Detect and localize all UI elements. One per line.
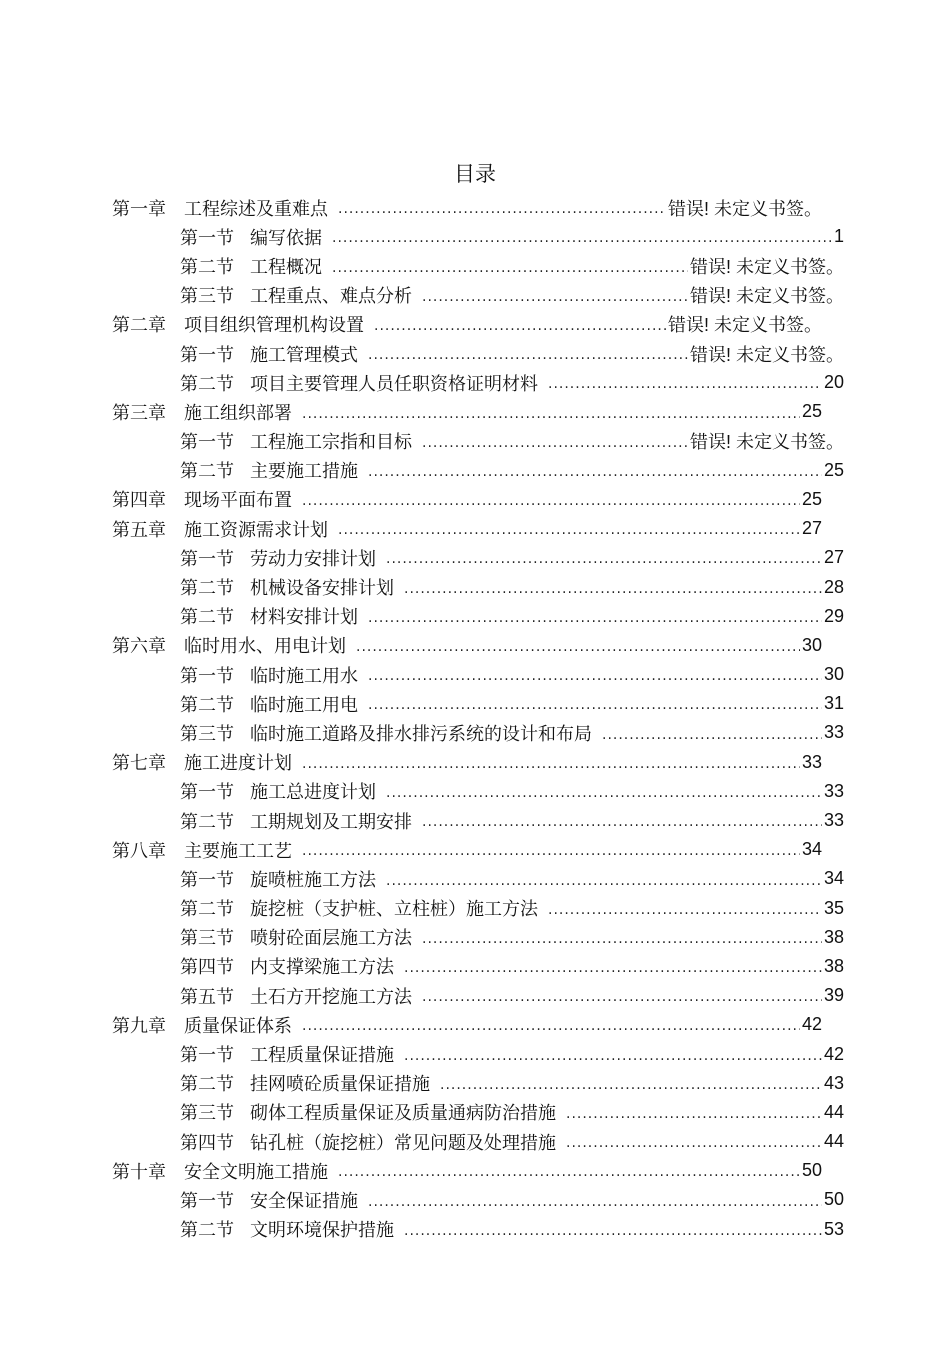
toc-dot-leader bbox=[548, 901, 822, 923]
toc-entry-page: 44 bbox=[823, 1131, 844, 1152]
toc-entry-page: 31 bbox=[823, 693, 844, 714]
toc-section-entry[interactable] bbox=[0, 718, 844, 747]
toc-entry-number: 第八章 bbox=[112, 840, 166, 862]
toc-entry-page: 1 bbox=[833, 226, 844, 247]
toc-entry-number: 第一节 bbox=[180, 869, 234, 891]
toc-chapter-entry[interactable] bbox=[0, 631, 822, 660]
toc-entry-number: 第二节 bbox=[180, 694, 234, 716]
toc-entry-page: 错误! 未定义书签。 bbox=[689, 256, 844, 277]
toc-entry-number: 第一节 bbox=[180, 1045, 234, 1067]
toc-entry-page: 39 bbox=[823, 985, 844, 1006]
toc-entry-number: 第四节 bbox=[180, 1132, 234, 1154]
toc-entry-page: 34 bbox=[801, 839, 822, 860]
toc-dot-leader bbox=[368, 696, 822, 718]
toc-entry-page: 25 bbox=[801, 488, 822, 509]
toc-entry-title: 主要施工措施 bbox=[250, 461, 358, 483]
toc-entry-number: 第二节 bbox=[180, 256, 234, 278]
toc-entry-number: 第十章 bbox=[112, 1161, 166, 1183]
toc-section-entry[interactable] bbox=[0, 281, 844, 310]
toc-entry-number: 第一节 bbox=[180, 665, 234, 687]
toc-entry-page: 34 bbox=[823, 868, 844, 889]
toc-dot-leader bbox=[566, 1105, 822, 1127]
toc-entry-number: 第二节 bbox=[180, 811, 234, 833]
toc-section-entry[interactable] bbox=[0, 339, 844, 368]
toc-entry-number: 第四章 bbox=[112, 490, 166, 512]
toc-entry-number: 第三节 bbox=[180, 928, 234, 950]
toc-chapter-entry[interactable] bbox=[0, 485, 822, 514]
toc-entry-title: 施工管理模式 bbox=[250, 344, 358, 366]
toc-entry-title: 土石方开挖施工方法 bbox=[250, 986, 412, 1008]
toc-entry-number: 第一节 bbox=[180, 227, 234, 249]
toc-entry-page: 30 bbox=[801, 634, 822, 655]
toc-entry-number: 第一节 bbox=[180, 548, 234, 570]
toc-chapter-entry[interactable] bbox=[0, 397, 822, 426]
toc-section-entry[interactable] bbox=[0, 952, 844, 981]
toc-dot-leader bbox=[368, 463, 822, 485]
toc-entry-title: 劳动力安排计划 bbox=[250, 548, 376, 570]
toc-entry-number: 第六章 bbox=[112, 636, 166, 658]
toc-dot-leader bbox=[602, 726, 822, 748]
toc-entry-number: 第三章 bbox=[112, 402, 166, 424]
toc-section-entry[interactable] bbox=[0, 806, 844, 835]
toc-entry-page: 27 bbox=[823, 547, 844, 568]
toc-section-entry[interactable] bbox=[0, 660, 844, 689]
toc-entry-title: 施工组织部署 bbox=[184, 402, 292, 424]
toc-entry-number: 第二节 bbox=[180, 1220, 234, 1242]
toc-entry-title: 项目组织管理机构设置 bbox=[184, 315, 364, 337]
toc-entry-number: 第三节 bbox=[180, 723, 234, 745]
toc-section-entry[interactable] bbox=[0, 572, 844, 601]
toc-entry-page: 29 bbox=[823, 605, 844, 626]
toc-entry-number: 第三节 bbox=[180, 286, 234, 308]
toc-dot-leader bbox=[404, 580, 822, 602]
toc-dot-leader bbox=[440, 1076, 822, 1098]
toc-entry-title: 旋喷桩施工方法 bbox=[250, 869, 376, 891]
toc-dot-leader bbox=[368, 346, 688, 368]
toc-entry-number: 第二节 bbox=[180, 578, 234, 600]
toc-entry-page: 38 bbox=[823, 955, 844, 976]
toc-dot-leader bbox=[302, 1017, 800, 1039]
toc-dot-leader bbox=[404, 959, 822, 981]
toc-entry-number: 第二节 bbox=[180, 1074, 234, 1096]
toc-dot-leader bbox=[386, 872, 822, 894]
toc-dot-leader bbox=[368, 667, 822, 689]
toc-entry-page: 20 bbox=[823, 372, 844, 393]
toc-entry-page: 33 bbox=[823, 722, 844, 743]
toc-chapter-entry[interactable] bbox=[0, 193, 822, 222]
toc-dot-leader bbox=[404, 1222, 822, 1244]
toc-section-entry[interactable] bbox=[0, 981, 844, 1010]
toc-entry-page: 33 bbox=[823, 810, 844, 831]
toc-entry-page: 42 bbox=[823, 1043, 844, 1064]
toc-dot-leader bbox=[302, 842, 800, 864]
toc-entry-page: 25 bbox=[823, 459, 844, 480]
toc-entry-title: 临时施工用水 bbox=[250, 665, 358, 687]
toc-entry-page: 50 bbox=[801, 1160, 822, 1181]
toc-entry-page: 35 bbox=[823, 897, 844, 918]
toc-entry-page: 错误! 未定义书签。 bbox=[689, 286, 844, 307]
table-of-contents bbox=[0, 193, 950, 1244]
toc-entry-page: 44 bbox=[823, 1101, 844, 1122]
toc-entry-title: 内支撑梁施工方法 bbox=[250, 957, 394, 979]
toc-entry-number: 第四节 bbox=[180, 957, 234, 979]
toc-entry-page: 错误! 未定义书签。 bbox=[689, 344, 844, 365]
toc-entry-title: 材料安排计划 bbox=[250, 607, 358, 629]
toc-section-entry[interactable] bbox=[0, 777, 844, 806]
toc-entry-number: 第三节 bbox=[180, 1103, 234, 1125]
toc-dot-leader bbox=[422, 288, 688, 310]
toc-entry-page: 错误! 未定义书签。 bbox=[667, 315, 822, 336]
toc-section-entry[interactable] bbox=[0, 1069, 844, 1098]
toc-entry-title: 安全保证措施 bbox=[250, 1190, 358, 1212]
toc-section-entry[interactable] bbox=[0, 1215, 844, 1244]
toc-dot-leader bbox=[422, 813, 822, 835]
toc-dot-leader bbox=[338, 1163, 800, 1185]
toc-entry-page: 33 bbox=[823, 780, 844, 801]
toc-entry-title: 主要施工工艺 bbox=[184, 840, 292, 862]
toc-chapter-entry[interactable] bbox=[0, 748, 822, 777]
toc-chapter-entry[interactable] bbox=[0, 310, 822, 339]
toc-dot-leader bbox=[338, 521, 800, 543]
toc-entry-title: 质量保证体系 bbox=[184, 1015, 292, 1037]
toc-section-entry[interactable] bbox=[0, 1185, 844, 1214]
toc-dot-leader bbox=[368, 1193, 822, 1215]
toc-entry-title: 施工总进度计划 bbox=[250, 782, 376, 804]
toc-dot-leader bbox=[566, 1134, 822, 1156]
toc-entry-title: 安全文明施工措施 bbox=[184, 1161, 328, 1183]
toc-section-entry[interactable] bbox=[0, 543, 844, 572]
toc-dot-leader bbox=[386, 784, 822, 806]
toc-entry-title: 临时施工道路及排水排污系统的设计和布局 bbox=[250, 723, 592, 745]
toc-entry-title: 工程概况 bbox=[250, 256, 322, 278]
toc-section-entry[interactable] bbox=[0, 222, 844, 251]
toc-section-entry[interactable] bbox=[0, 456, 844, 485]
toc-entry-title: 现场平面布置 bbox=[184, 490, 292, 512]
toc-dot-leader bbox=[548, 375, 822, 397]
toc-entry-title: 施工进度计划 bbox=[184, 753, 292, 775]
toc-entry-number: 第九章 bbox=[112, 1015, 166, 1037]
toc-entry-number: 第五节 bbox=[180, 986, 234, 1008]
toc-entry-page: 28 bbox=[823, 576, 844, 597]
toc-section-entry[interactable] bbox=[0, 427, 844, 456]
toc-section-entry[interactable] bbox=[0, 1098, 844, 1127]
toc-dot-leader bbox=[422, 434, 688, 456]
toc-dot-leader bbox=[302, 492, 800, 514]
toc-entry-page: 53 bbox=[823, 1218, 844, 1239]
toc-entry-page: 27 bbox=[801, 518, 822, 539]
toc-entry-title: 文明环境保护措施 bbox=[250, 1220, 394, 1242]
toc-dot-leader bbox=[332, 229, 832, 251]
toc-entry-number: 第二节 bbox=[180, 373, 234, 395]
toc-dot-leader bbox=[302, 405, 800, 427]
toc-entry-number: 第五章 bbox=[112, 519, 166, 541]
toc-entry-page: 42 bbox=[801, 1014, 822, 1035]
toc-title: 目录 bbox=[454, 162, 496, 186]
toc-entry-number: 第二节 bbox=[180, 461, 234, 483]
toc-dot-leader bbox=[422, 988, 822, 1010]
toc-entry-title: 工程质量保证措施 bbox=[250, 1045, 394, 1067]
toc-entry-page: 33 bbox=[801, 751, 822, 772]
toc-entry-number: 第一章 bbox=[112, 198, 166, 220]
toc-entry-title: 旋挖桩（支护桩、立柱桩）施工方法 bbox=[250, 899, 538, 921]
toc-entry-page: 38 bbox=[823, 926, 844, 947]
toc-entry-title: 编写依据 bbox=[250, 227, 322, 249]
toc-entry-page: 错误! 未定义书签。 bbox=[667, 198, 822, 219]
toc-dot-leader bbox=[338, 200, 666, 222]
toc-entry-number: 第二节 bbox=[180, 607, 234, 629]
toc-section-entry[interactable] bbox=[0, 251, 844, 280]
toc-dot-leader bbox=[302, 755, 800, 777]
toc-dot-leader bbox=[332, 259, 688, 281]
toc-dot-leader bbox=[374, 317, 666, 339]
toc-entry-title: 临时施工用电 bbox=[250, 694, 358, 716]
toc-entry-title: 工程重点、难点分析 bbox=[250, 286, 412, 308]
toc-entry-page: 43 bbox=[823, 1072, 844, 1093]
toc-chapter-entry[interactable] bbox=[0, 1010, 822, 1039]
toc-section-entry[interactable] bbox=[0, 1039, 844, 1068]
toc-section-entry[interactable] bbox=[0, 689, 844, 718]
toc-section-entry[interactable] bbox=[0, 864, 844, 893]
toc-entry-title: 钻孔桩（旋挖桩）常见问题及处理措施 bbox=[250, 1132, 556, 1154]
toc-dot-leader bbox=[368, 609, 822, 631]
toc-entry-title: 工期规划及工期安排 bbox=[250, 811, 412, 833]
toc-section-entry[interactable] bbox=[0, 923, 844, 952]
toc-dot-leader bbox=[386, 550, 822, 572]
toc-chapter-entry[interactable] bbox=[0, 1156, 822, 1185]
toc-entry-number: 第二节 bbox=[180, 899, 234, 921]
toc-entry-page: 错误! 未定义书签。 bbox=[689, 432, 844, 453]
toc-entry-title: 机械设备安排计划 bbox=[250, 578, 394, 600]
toc-entry-page: 50 bbox=[823, 1189, 844, 1210]
toc-entry-title: 工程施工宗指和目标 bbox=[250, 432, 412, 454]
toc-chapter-entry[interactable] bbox=[0, 835, 822, 864]
toc-entry-number: 第一节 bbox=[180, 1190, 234, 1212]
toc-entry-title: 砌体工程质量保证及质量通病防治措施 bbox=[250, 1103, 556, 1125]
toc-entry-number: 第二章 bbox=[112, 315, 166, 337]
toc-entry-title: 挂网喷砼质量保证措施 bbox=[250, 1074, 430, 1096]
toc-entry-title: 项目主要管理人员任职资格证明材料 bbox=[250, 373, 538, 395]
toc-section-entry[interactable] bbox=[0, 1127, 844, 1156]
toc-section-entry[interactable] bbox=[0, 894, 844, 923]
toc-dot-leader bbox=[422, 930, 822, 952]
toc-entry-title: 施工资源需求计划 bbox=[184, 519, 328, 541]
toc-section-entry[interactable] bbox=[0, 368, 844, 397]
toc-entry-title: 工程综述及重难点 bbox=[184, 198, 328, 220]
toc-chapter-entry[interactable] bbox=[0, 514, 822, 543]
toc-entry-title: 临时用水、用电计划 bbox=[184, 636, 346, 658]
toc-entry-page: 25 bbox=[801, 401, 822, 422]
toc-section-entry[interactable] bbox=[0, 602, 844, 631]
toc-entry-page: 30 bbox=[823, 664, 844, 685]
toc-entry-number: 第一节 bbox=[180, 344, 234, 366]
toc-entry-number: 第七章 bbox=[112, 753, 166, 775]
toc-dot-leader bbox=[356, 638, 800, 660]
toc-dot-leader bbox=[404, 1047, 822, 1069]
toc-entry-number: 第一节 bbox=[180, 432, 234, 454]
toc-entry-number: 第一节 bbox=[180, 782, 234, 804]
toc-entry-title: 喷射砼面层施工方法 bbox=[250, 928, 412, 950]
